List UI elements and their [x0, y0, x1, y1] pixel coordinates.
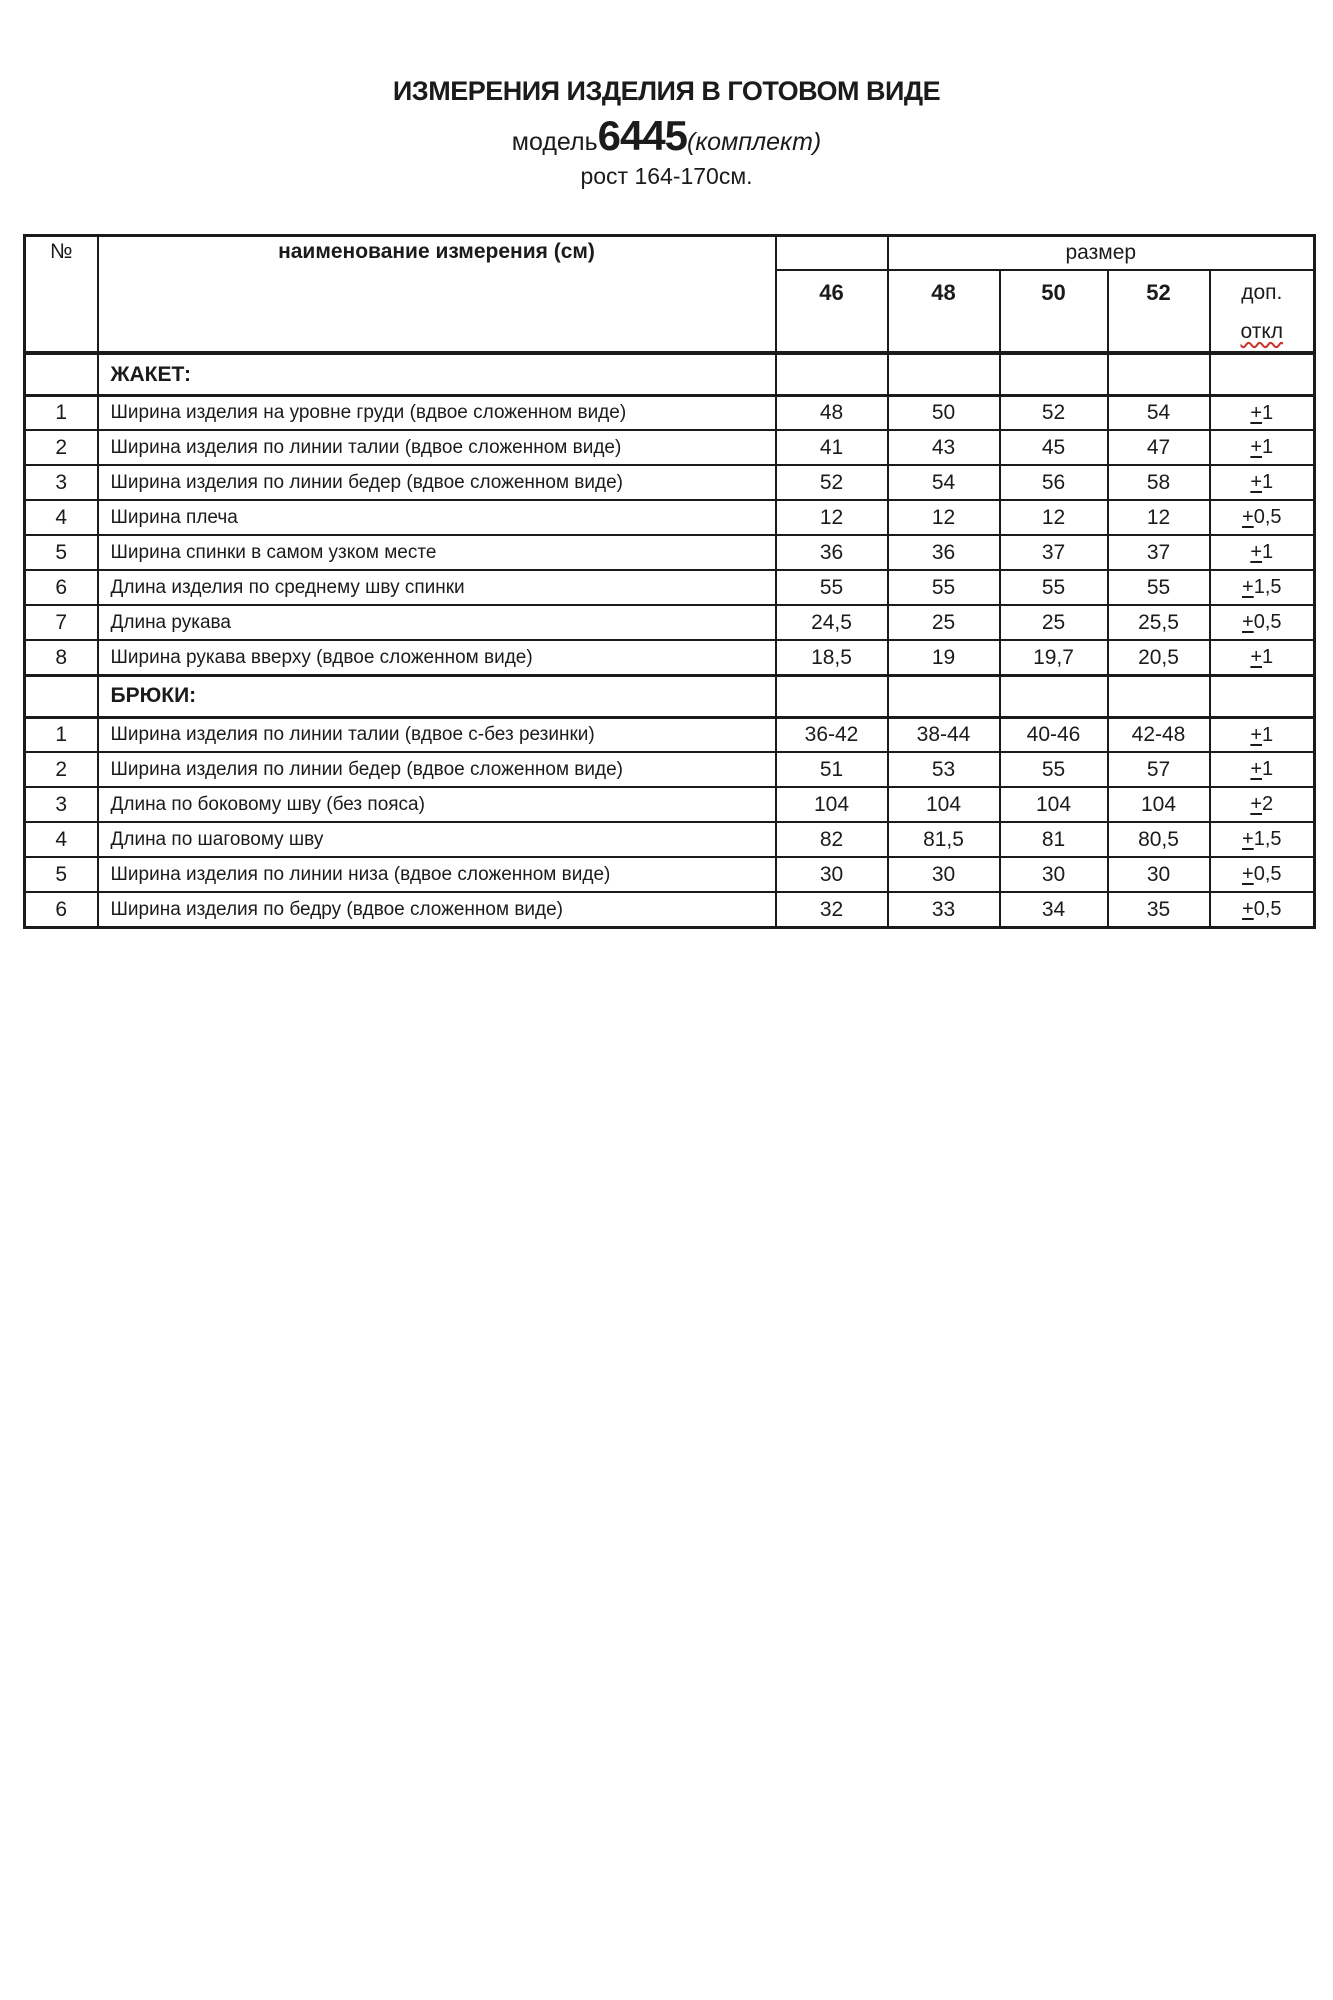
measurement-value: 104 — [888, 787, 1000, 822]
measurement-name: Длина по боковому шву (без пояса) — [98, 787, 776, 822]
header-row-top — [25, 236, 1315, 270]
measurement-name: Ширина изделия по линии низа (вдвое сложенном виде) — [98, 857, 776, 892]
measurement-name: Ширина спинки в самом узком месте — [98, 535, 776, 570]
row-number: 1 — [25, 717, 98, 752]
tolerance-sign: + — [1250, 401, 1263, 424]
measurement-value: 50 — [888, 395, 1000, 430]
row-number: 5 — [25, 535, 98, 570]
measurement-name: Длина по шаговому шву — [98, 822, 776, 857]
measurement-value: 55 — [1000, 752, 1108, 787]
tolerance-header-line1: доп. — [1241, 280, 1283, 304]
measurement-value: 25,5 — [1108, 605, 1210, 640]
tolerance-cell — [1210, 717, 1315, 752]
table-row — [25, 787, 1315, 822]
measurement-value: 33 — [888, 892, 1000, 927]
measurement-value: 36 — [776, 535, 888, 570]
measurement-value: 57 — [1108, 752, 1210, 787]
section-empty-cell — [776, 353, 888, 395]
document-title: ИЗМЕРЕНИЯ ИЗДЕЛИЯ В ГОТОВОМ ВИДЕ — [392, 76, 941, 106]
tolerance-sign: + — [1242, 576, 1254, 599]
tolerance-sign: + — [1250, 436, 1263, 459]
tolerance-number: 0,5 — [1253, 898, 1282, 921]
measurement-value: 45 — [1000, 430, 1108, 465]
measurement-value: 43 — [888, 430, 1000, 465]
measurement-value: 12 — [1108, 500, 1210, 535]
measurement-value: 55 — [776, 570, 888, 605]
section-label: БРЮКИ: — [98, 675, 776, 717]
tolerance-cell — [1210, 430, 1315, 465]
measurement-value: 12 — [1000, 500, 1108, 535]
measurement-value: 52 — [776, 465, 888, 500]
measurement-value: 30 — [888, 857, 1000, 892]
table-row — [25, 752, 1315, 787]
tolerance-cell — [1210, 752, 1315, 787]
model-line — [0, 113, 1333, 159]
table-row — [25, 605, 1315, 640]
measurement-name: Длина изделия по среднему шву спинки — [98, 570, 776, 605]
measurement-value: 40-46 — [1000, 717, 1108, 752]
column-header-number: № — [25, 236, 98, 354]
measurement-value: 30 — [776, 857, 888, 892]
column-header-size-50: 50 — [1000, 270, 1108, 354]
tolerance-header-line2: откл — [1240, 319, 1284, 343]
tolerance-number: 1 — [1262, 471, 1274, 494]
column-header-size-52: 52 — [1108, 270, 1210, 354]
column-header-measurement-name: наименование измерения (см) — [98, 236, 776, 354]
measurement-value: 25 — [1000, 605, 1108, 640]
section-empty-cell — [1108, 675, 1210, 717]
section-empty-cell — [888, 675, 1000, 717]
measurement-value: 55 — [1108, 570, 1210, 605]
row-number: 2 — [25, 430, 98, 465]
table-header — [25, 236, 1315, 354]
tolerance-sign: + — [1242, 828, 1254, 851]
measurement-value: 41 — [776, 430, 888, 465]
row-number: 4 — [25, 822, 98, 857]
row-number: 3 — [25, 787, 98, 822]
measurement-name: Ширина изделия по линии талии (вдвое с-без резинки) — [98, 717, 776, 752]
tolerance-number: 1 — [1262, 436, 1274, 459]
measurement-value: 36 — [888, 535, 1000, 570]
tolerance-cell — [1210, 570, 1315, 605]
measurement-value: 53 — [888, 752, 1000, 787]
measurement-value: 81 — [1000, 822, 1108, 857]
table-row — [25, 430, 1315, 465]
table-row — [25, 500, 1315, 535]
section-label: ЖАКЕТ: — [98, 353, 776, 395]
tolerance-cell — [1210, 395, 1315, 430]
tolerance-cell — [1210, 465, 1315, 500]
measurement-value: 51 — [776, 752, 888, 787]
measurement-value: 42-48 — [1108, 717, 1210, 752]
measurement-value: 52 — [1000, 395, 1108, 430]
measurement-name: Ширина изделия по линии талии (вдвое сложенном виде) — [98, 430, 776, 465]
measurement-value: 81,5 — [888, 822, 1000, 857]
measurement-value: 18,5 — [776, 640, 888, 675]
measurement-value: 104 — [1108, 787, 1210, 822]
measurement-value: 32 — [776, 892, 888, 927]
measurement-value: 37 — [1108, 535, 1210, 570]
measurement-value: 19 — [888, 640, 1000, 675]
measurement-value: 37 — [1000, 535, 1108, 570]
measurement-value: 35 — [1108, 892, 1210, 927]
measurement-name: Ширина изделия по линии бедер (вдвое сложенном виде) — [98, 752, 776, 787]
measurement-value: 19,7 — [1000, 640, 1108, 675]
measurement-name: Ширина рукава вверху (вдвое сложенном виде) — [98, 640, 776, 675]
table-body — [25, 353, 1315, 927]
tolerance-number: 0,5 — [1253, 611, 1282, 634]
measurement-value: 54 — [888, 465, 1000, 500]
tolerance-sign: + — [1250, 758, 1263, 781]
measurement-value: 58 — [1108, 465, 1210, 500]
section-empty-cell — [1000, 675, 1108, 717]
measurement-name: Ширина изделия по линии бедер (вдвое сложенном виде) — [98, 465, 776, 500]
section-empty-cell — [1108, 353, 1210, 395]
table-row — [25, 892, 1315, 927]
measurement-value: 30 — [1000, 857, 1108, 892]
tolerance-sign: + — [1250, 646, 1263, 669]
document-heading — [0, 76, 1333, 190]
tolerance-cell — [1210, 500, 1315, 535]
table-row — [25, 640, 1315, 675]
tolerance-sign: + — [1250, 541, 1263, 564]
tolerance-number: 1,5 — [1253, 828, 1282, 851]
row-number: 6 — [25, 570, 98, 605]
row-number: 5 — [25, 857, 98, 892]
measurement-value: 104 — [776, 787, 888, 822]
measurement-name: Ширина плеча — [98, 500, 776, 535]
tolerance-sign: + — [1250, 723, 1263, 746]
column-header-size-46: 46 — [776, 270, 888, 354]
measurement-value: 82 — [776, 822, 888, 857]
section-empty-cell — [1000, 353, 1108, 395]
row-number: 1 — [25, 395, 98, 430]
column-group-header-size: размер — [888, 236, 1315, 270]
row-number: 3 — [25, 465, 98, 500]
tolerance-number: 1 — [1262, 401, 1274, 424]
measurement-value: 48 — [776, 395, 888, 430]
table-row — [25, 717, 1315, 752]
tolerance-number: 1 — [1262, 758, 1274, 781]
height-range: рост 164-170см. — [580, 163, 753, 190]
tolerance-sign: + — [1250, 793, 1263, 816]
measurement-value: 56 — [1000, 465, 1108, 500]
measurement-name: Ширина изделия по бедру (вдвое сложенном виде) — [98, 892, 776, 927]
tolerance-sign: + — [1250, 471, 1263, 494]
section-empty-cell — [888, 353, 1000, 395]
measurement-value: 12 — [776, 500, 888, 535]
tolerance-cell — [1210, 535, 1315, 570]
section-row — [25, 675, 1315, 717]
table-row — [25, 395, 1315, 430]
row-number: 7 — [25, 605, 98, 640]
table-row — [25, 822, 1315, 857]
tolerance-cell — [1210, 822, 1315, 857]
measurement-value: 25 — [888, 605, 1000, 640]
column-header-size-48: 48 — [888, 270, 1000, 354]
row-number: 6 — [25, 892, 98, 927]
measurement-value: 30 — [1108, 857, 1210, 892]
measurement-value: 80,5 — [1108, 822, 1210, 857]
tolerance-number: 1 — [1262, 723, 1274, 746]
tolerance-sign: + — [1242, 898, 1254, 921]
header-empty-cell — [776, 236, 888, 270]
row-number: 4 — [25, 500, 98, 535]
table-row — [25, 570, 1315, 605]
tolerance-number: 1 — [1262, 541, 1274, 564]
measurement-value: 12 — [888, 500, 1000, 535]
measurement-value: 55 — [1000, 570, 1108, 605]
row-number: 2 — [25, 752, 98, 787]
measurement-name: Ширина изделия на уровне груди (вдвое сложенном виде) — [98, 395, 776, 430]
section-empty-cell — [1210, 675, 1315, 717]
tolerance-cell — [1210, 605, 1315, 640]
measurement-name: Длина рукава — [98, 605, 776, 640]
tolerance-sign: + — [1242, 506, 1254, 529]
model-prefix: модель — [511, 128, 598, 157]
column-header-tolerance — [1210, 270, 1315, 354]
tolerance-cell — [1210, 787, 1315, 822]
measurement-value: 24,5 — [776, 605, 888, 640]
tolerance-cell — [1210, 857, 1315, 892]
tolerance-sign: + — [1242, 611, 1254, 634]
tolerance-number: 1 — [1262, 646, 1274, 669]
table-row — [25, 857, 1315, 892]
section-empty-cell — [1210, 353, 1315, 395]
measurement-value: 54 — [1108, 395, 1210, 430]
measurement-value: 34 — [1000, 892, 1108, 927]
measurement-value: 20,5 — [1108, 640, 1210, 675]
table-row — [25, 465, 1315, 500]
tolerance-number: 1,5 — [1253, 576, 1282, 599]
section-row — [25, 353, 1315, 395]
measurement-value: 36-42 — [776, 717, 888, 752]
table-row — [25, 535, 1315, 570]
measurement-value: 104 — [1000, 787, 1108, 822]
tolerance-number: 0,5 — [1253, 506, 1282, 529]
measurements-table — [23, 234, 1316, 929]
tolerance-number: 0,5 — [1253, 863, 1282, 886]
model-kit-note: (комплект) — [687, 128, 822, 157]
row-number: 8 — [25, 640, 98, 675]
tolerance-number: 2 — [1262, 793, 1274, 816]
tolerance-cell — [1210, 640, 1315, 675]
tolerance-sign: + — [1242, 863, 1254, 886]
section-empty-cell — [776, 675, 888, 717]
model-number: 6445 — [597, 112, 688, 160]
section-empty-number-cell — [25, 675, 98, 717]
measurement-value: 47 — [1108, 430, 1210, 465]
measurement-value: 55 — [888, 570, 1000, 605]
measurement-value: 38-44 — [888, 717, 1000, 752]
tolerance-cell — [1210, 892, 1315, 927]
section-empty-number-cell — [25, 353, 98, 395]
